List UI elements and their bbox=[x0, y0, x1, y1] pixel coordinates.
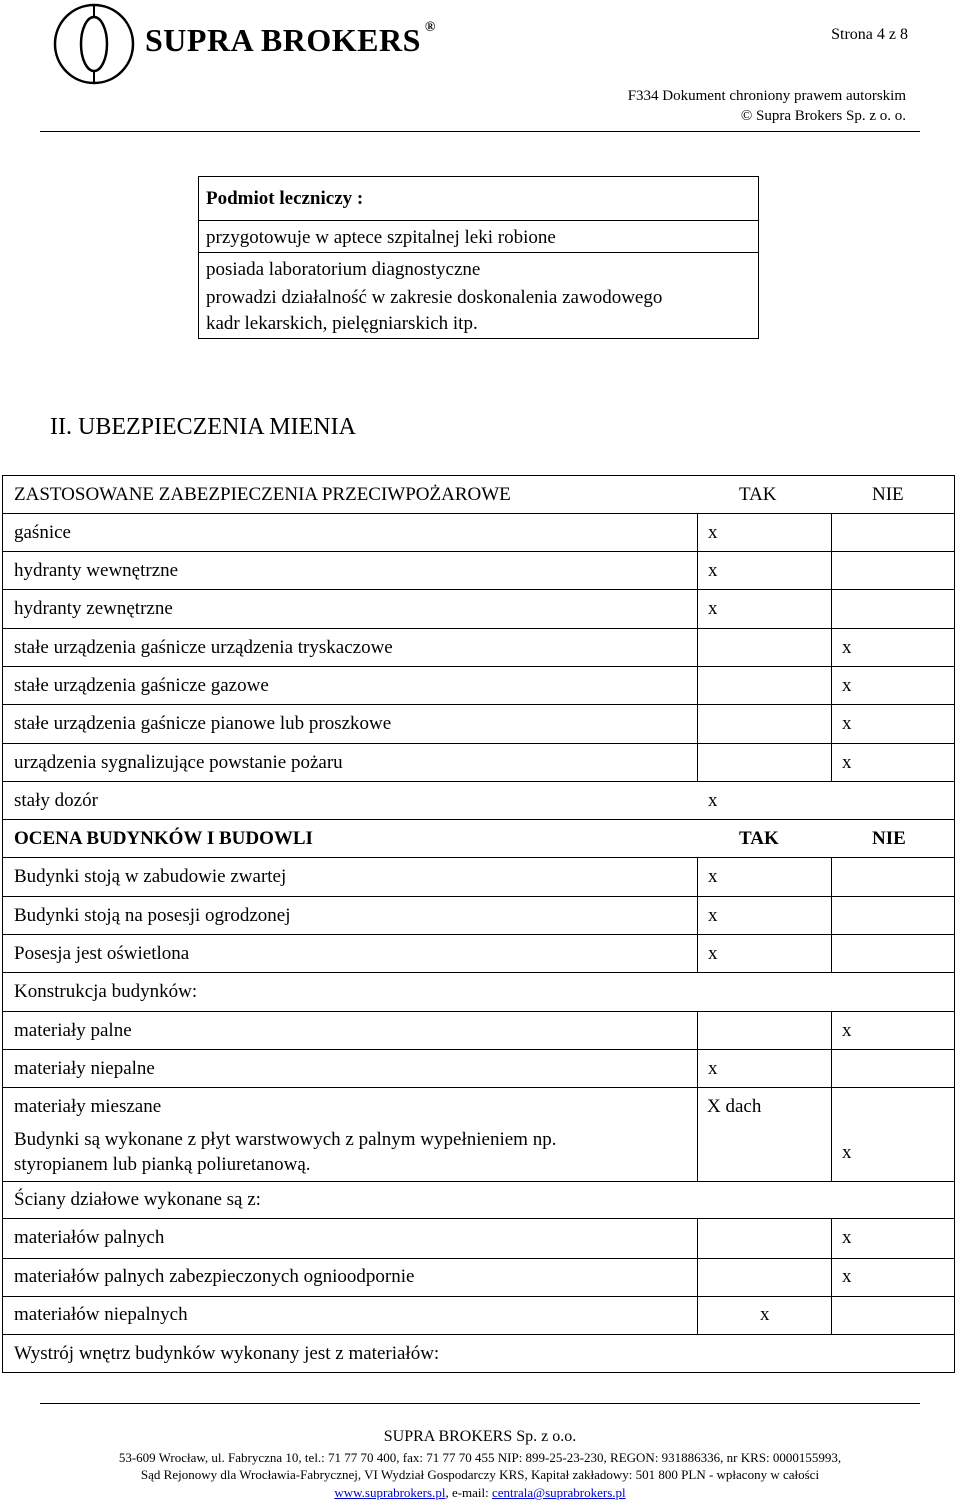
construction-row-tak: X dach bbox=[707, 1096, 762, 1117]
walls-row-nie: x bbox=[842, 1227, 852, 1248]
row-divider bbox=[2, 1049, 955, 1050]
buildings-col-yes: TAK bbox=[739, 828, 779, 849]
fire-row-tak: x bbox=[708, 790, 718, 811]
section-title: II. UBEZPIECZENIA MIENIA bbox=[50, 414, 356, 440]
building-row-label: Budynki stoją na posesji ogrodzonej bbox=[14, 905, 291, 926]
row-divider bbox=[2, 1181, 955, 1182]
row-divider bbox=[2, 704, 955, 705]
podmiot-item: przygotowuje w aptece szpitalnej leki robione bbox=[206, 227, 556, 248]
document-owner-line: © Supra Brokers Sp. z o. o. bbox=[740, 108, 906, 124]
walls-row-label: materiałów palnych zabezpieczonych ognioodpornie bbox=[14, 1266, 415, 1287]
col-divider bbox=[831, 857, 832, 972]
construction-row-label: materiały mieszane bbox=[14, 1096, 162, 1117]
fire-row-nie: x bbox=[842, 713, 852, 734]
row-divider bbox=[2, 934, 955, 935]
col-divider bbox=[831, 1011, 832, 1181]
row-divider bbox=[2, 1334, 955, 1335]
walls-row-tak: x bbox=[760, 1304, 770, 1325]
construction-title: Konstrukcja budynków: bbox=[14, 981, 198, 1002]
construction-row-label: materiały palne bbox=[14, 1020, 132, 1041]
footer-company: SUPRA BROKERS Sp. z o.o. bbox=[383, 1428, 577, 1445]
page-header bbox=[0, 0, 960, 135]
row-divider bbox=[2, 1218, 955, 1219]
interior-title: Wystrój wnętrz budynków wykonany jest z materiałów: bbox=[14, 1343, 440, 1364]
row-divider bbox=[199, 252, 758, 253]
fire-row-label: stałe urządzenia gaśnicze pianowe lub proszkowe bbox=[14, 713, 392, 734]
fire-row-tak: x bbox=[708, 522, 718, 543]
document-copyright-line: F334 Dokument chroniony prawem autorskim bbox=[627, 88, 906, 104]
panels-label-line2: styropianem lub pianką poliuretanową. bbox=[14, 1154, 311, 1175]
row-divider bbox=[2, 1258, 955, 1259]
walls-title: Ściany działowe wykonane są z: bbox=[14, 1189, 261, 1210]
row-divider bbox=[2, 551, 955, 552]
row-divider bbox=[2, 857, 955, 858]
podmiot-title: Podmiot leczniczy : bbox=[199, 177, 758, 221]
construction-row-nie: x bbox=[842, 1020, 852, 1041]
website-link[interactable]: www.suprabrokers.pl bbox=[334, 1485, 446, 1500]
podmiot-leczniczy-box bbox=[198, 176, 759, 339]
fire-row-label: hydranty wewnętrzne bbox=[14, 560, 179, 581]
document-info bbox=[628, 86, 906, 126]
supra-logo-icon bbox=[52, 2, 136, 86]
fire-row-nie: x bbox=[842, 675, 852, 696]
col-divider bbox=[697, 513, 698, 781]
fire-row-label: stałe urządzenia gaśnicze urządzenia tryskaczowe bbox=[14, 637, 393, 658]
fire-row-nie: x bbox=[842, 637, 852, 658]
email-link[interactable]: centrala@suprabrokers.pl bbox=[492, 1485, 626, 1500]
building-row-tak: x bbox=[708, 866, 718, 887]
row-divider bbox=[2, 896, 955, 897]
fire-row-nie: x bbox=[842, 752, 852, 773]
podmiot-item: prowadzi działalność w zakresie doskonalenia zawodowego bbox=[206, 287, 663, 308]
col-divider bbox=[697, 1218, 698, 1334]
row-divider bbox=[2, 972, 955, 973]
panels-nie: x bbox=[842, 1142, 852, 1163]
col-divider bbox=[831, 513, 832, 781]
property-insurance-table bbox=[2, 475, 955, 1373]
row-divider bbox=[2, 628, 955, 629]
fire-row-label: stały dozór bbox=[14, 790, 98, 811]
podmiot-item: kadr lekarskich, pielęgniarskich itp. bbox=[206, 313, 478, 334]
row-divider bbox=[2, 743, 955, 744]
email-label: , e-mail: bbox=[445, 1485, 493, 1500]
fire-row-label: urządzenia sygnalizujące powstanie pożaru bbox=[14, 752, 343, 773]
col-divider bbox=[697, 1011, 698, 1181]
row-divider bbox=[2, 666, 955, 667]
panels-label-line1: Budynki są wykonane z płyt warstwowych z palnym wypełnieniem np. bbox=[14, 1129, 557, 1150]
row-divider bbox=[2, 589, 955, 590]
construction-row-label: materiały niepalne bbox=[14, 1058, 155, 1079]
buildings-col-no: NIE bbox=[872, 828, 906, 849]
walls-row-label: materiałów niepalnych bbox=[14, 1304, 188, 1325]
footer-court: Sąd Rejonowy dla Wrocławia-Fabrycznej, VI Wydział Gospodarczy KRS, Kapitał zakładowy: 501 800 PLN - wpłacony w całości bbox=[140, 1467, 820, 1482]
fire-protection-header: ZASTOSOWANE ZABEZPIECZENIA PRZECIWPOŻAROWE bbox=[14, 484, 511, 505]
fire-row-label: hydranty zewnętrzne bbox=[14, 598, 173, 619]
footer-divider bbox=[40, 1403, 920, 1404]
building-row-tak: x bbox=[708, 943, 718, 964]
header-divider bbox=[40, 131, 920, 132]
row-divider bbox=[2, 1087, 955, 1088]
row-divider bbox=[2, 1296, 955, 1297]
footer-contact bbox=[0, 1485, 960, 1501]
fire-row-tak: x bbox=[708, 598, 718, 619]
fire-row-tak: x bbox=[708, 560, 718, 581]
building-row-label: Posesja jest oświetlona bbox=[14, 943, 190, 964]
row-divider bbox=[2, 781, 955, 782]
row-divider bbox=[2, 513, 955, 514]
fire-row-label: stałe urządzenia gaśnicze gazowe bbox=[14, 675, 269, 696]
podmiot-item: posiada laboratorium diagnostyczne bbox=[206, 259, 481, 280]
col-divider bbox=[831, 1218, 832, 1334]
walls-row-nie: x bbox=[842, 1266, 852, 1287]
building-row-tak: x bbox=[708, 905, 718, 926]
brand-name: SUPRA BROKERS ® bbox=[145, 20, 436, 58]
footer-address: 53-609 Wrocław, ul. Fabryczna 10, tel.: 71 77 70 400, fax: 71 77 70 455 NIP: 899-25-23-230, REGON: 931886336, nr KRS: 0000155993, bbox=[118, 1450, 842, 1465]
col-divider bbox=[697, 857, 698, 972]
building-row-label: Budynki stoją w zabudowie zwartej bbox=[14, 866, 287, 887]
buildings-header: OCENA BUDYNKÓW I BUDOWLI bbox=[14, 828, 313, 849]
walls-row-label: materiałów palnych bbox=[14, 1227, 165, 1248]
fire-col-yes: TAK bbox=[739, 484, 777, 505]
row-divider bbox=[2, 819, 955, 820]
page-number: Strona 4 z 8 bbox=[831, 26, 908, 43]
fire-row-label: gaśnice bbox=[14, 522, 71, 543]
fire-col-no: NIE bbox=[872, 484, 904, 505]
construction-row-tak: x bbox=[708, 1058, 718, 1079]
row-divider bbox=[2, 1011, 955, 1012]
